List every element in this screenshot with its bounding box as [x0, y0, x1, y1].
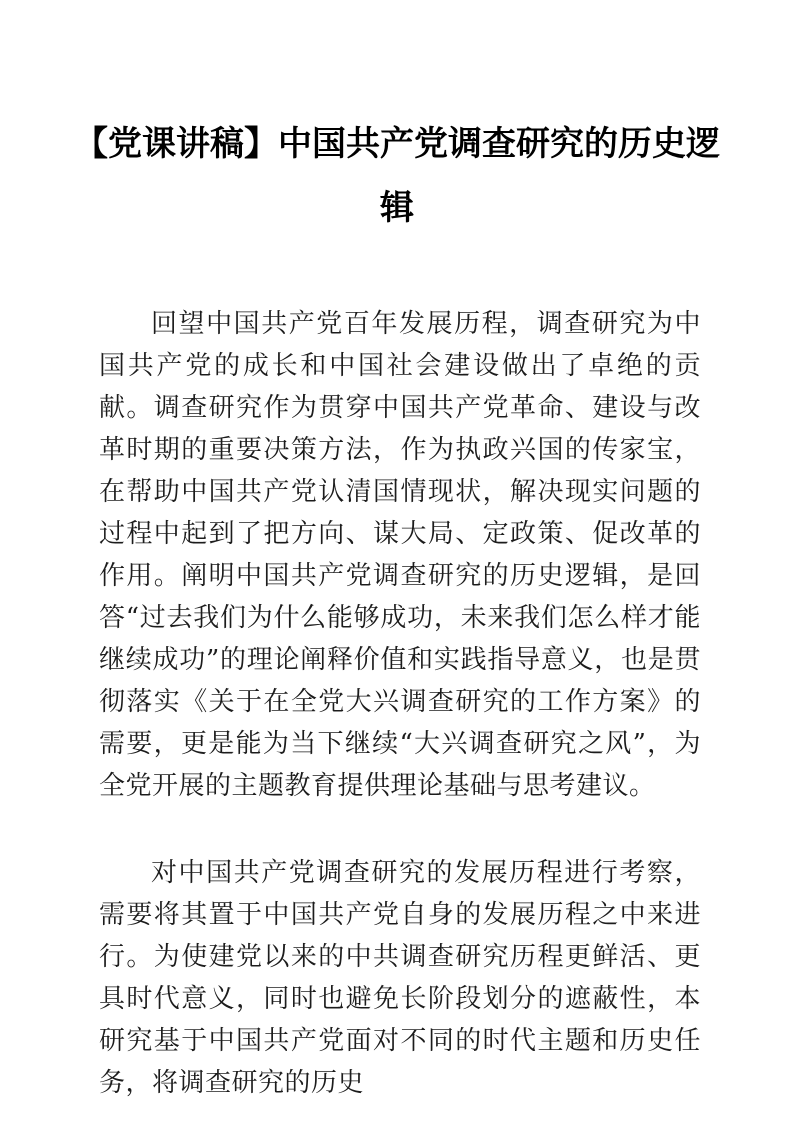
paragraph-research-approach: 对中国共产党调查研究的发展历程进行考察，需要将其置于中国共产党自身的发展历程之中来进行。为使建党以来的中共调查研究历程更鲜活、更具时代意义，同时也避免长阶段划分的遮蔽性，本研究基于中国共产党面对不同的时代主题和历史任务，将调查研究的历史	[99, 858, 701, 1098]
document-title: 【党课讲稿】中国共产党调查研究的历史逻辑	[74, 124, 720, 228]
document-body	[99, 303, 701, 1104]
paragraph-intro: 回望中国共产党百年发展历程，调查研究为中国共产党的成长和中国社会建设做出了卓绝的贡献。调查研究作为贯穿中国共产党革命、建设与改革时期的重要决策方法，作为执政兴国的传家宝，在帮助中国共产党认清国情现状，解决现实问题的过程中起到了把方向、谋大局、定政策、促改革的作用。阐明中国共产党调查研究的历史逻辑，是回答“过去我们为什么能够成功，未来我们怎么样才能继续成功”的理论阐释价值和实践指导意义，也是贯彻落实《关于在全党大兴调查研究的工作方案》的需要，更是能为当下继续“大兴调查研究之风”，为全党开展的主题教育提供理论基础与思考建议。	[99, 309, 701, 801]
